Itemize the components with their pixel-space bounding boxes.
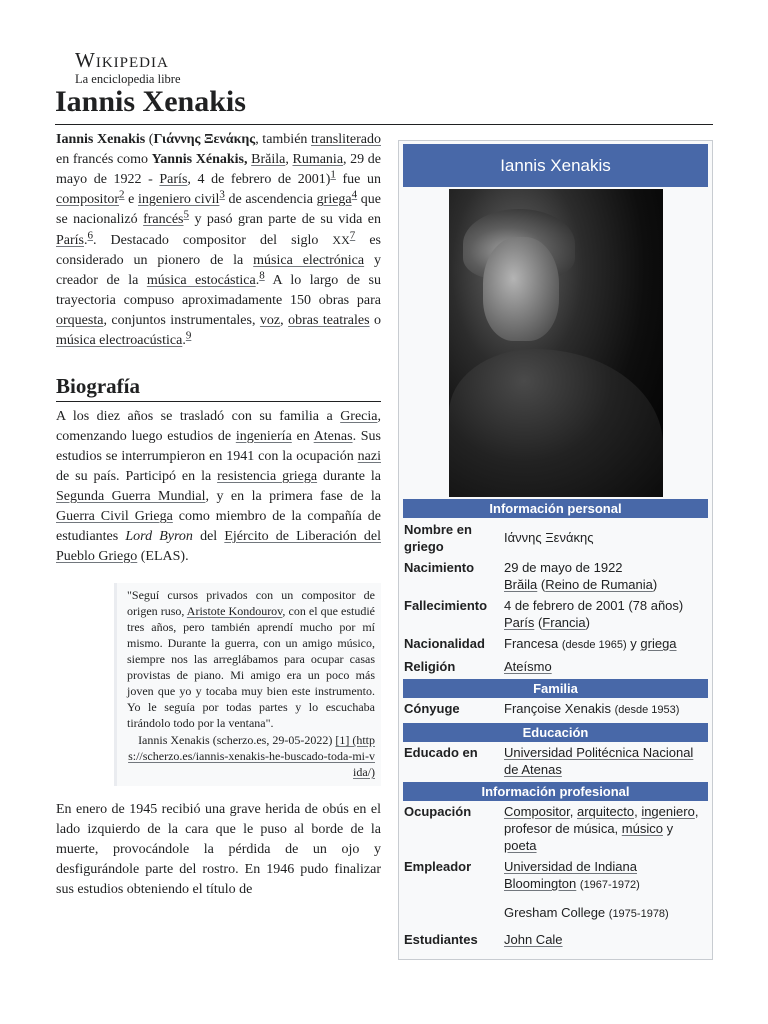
page-title: Iannis Xenakis: [55, 85, 246, 118]
link-paris-infobox[interactable]: París: [504, 615, 535, 630]
link-ingeniero-civil[interactable]: ingeniero civil: [138, 192, 220, 207]
infobox-row-students: Estudiantes John Cale: [404, 932, 563, 947]
link-braila-infobox[interactable]: Brăila: [504, 577, 538, 592]
infobox-section-profesional: Información profesional: [403, 782, 708, 801]
link-occ-arquitecto[interactable]: arquitecto: [576, 804, 635, 819]
link-paris[interactable]: París: [159, 172, 188, 187]
link-ingenieria[interactable]: ingeniería: [235, 429, 292, 444]
ref-3[interactable]: 3: [219, 188, 225, 201]
ref-2[interactable]: 2: [119, 188, 125, 201]
link-reino-rumania[interactable]: Reino de Rumania: [545, 577, 653, 592]
century-numeral: XX: [332, 233, 350, 247]
section-heading-biografia: Biografía: [56, 373, 381, 402]
link-griega[interactable]: griega: [316, 192, 352, 207]
infobox: [398, 140, 713, 960]
photo-face-shape: [483, 237, 559, 341]
link-rumania[interactable]: Rumania: [292, 152, 344, 167]
link-orquesta[interactable]: orquesta: [56, 313, 104, 328]
portrait-photo[interactable]: [449, 189, 663, 497]
logo-tagline: La enciclopedia libre: [75, 72, 181, 86]
ref-4[interactable]: 4: [351, 188, 358, 201]
link-elas[interactable]: Ejército de Liberación del Pueblo Griego: [56, 529, 381, 564]
link-obras-teatrales[interactable]: obras teatrales: [288, 313, 370, 328]
link-indiana-university[interactable]: Universidad de Indiana Bloomington: [504, 859, 637, 891]
infobox-row-education: Educado en Universidad Politécnica Nacional de Atenas: [404, 745, 694, 777]
infobox-row-spouse: Cónyuge Françoise Xenakis (desde 1953): [404, 701, 680, 716]
link-occ-musico[interactable]: músico: [621, 821, 663, 836]
link-atenas[interactable]: Atenas: [313, 429, 353, 444]
infobox-row-religion: Religión Ateísmo: [404, 659, 552, 674]
link-kondourov[interactable]: Aristote Kondourov: [186, 604, 283, 618]
link-resistencia-griega[interactable]: resistencia griega: [217, 469, 318, 484]
ref-7[interactable]: 7: [349, 229, 356, 242]
link-occ-ingeniero[interactable]: ingeniero: [641, 804, 695, 819]
link-musica-electroacustica[interactable]: música electroacústica: [56, 333, 183, 348]
link-guerra-civil-griega[interactable]: Guerra Civil Griega: [56, 509, 173, 524]
link-quote-reference[interactable]: [1] (https://scherzo.es/iannis-xenakis-he-buscado-toda-mi-vida/): [128, 733, 375, 779]
logo-wordmark: Wikipedia: [75, 48, 169, 72]
link-braila[interactable]: Brăila: [251, 152, 286, 167]
infobox-row-greek-name: Nombre en griego Ιάννης Ξενάκης: [404, 522, 594, 554]
article-body: [56, 130, 381, 900]
link-compositor[interactable]: compositor: [56, 192, 119, 207]
link-universidad-politecnica[interactable]: Universidad Politécnica Nacional de Atenas: [504, 745, 694, 777]
link-john-cale[interactable]: John Cale: [504, 932, 563, 947]
intro-paragraph: Iannis Xenakis (Γιάννης Ξενάκης, también transliterado en francés como Yannis Xénakis, Brăila, Rumania, 29 de mayo de 1922 - París, 4 de febrero de 2001)$^1$ fue un compositor$^2$ e ingeniero civil$^3$ de ascendencia griega$^4$ que se nacionalizó francés$^5$ y pasó gran parte de su vida en París.$^6$. Destacado compositor del siglo $XX^7$ es considerado un pionero de la música electrónica y creador de la música estocástica.$^8$ A lo largo de su trayectoria compuso aproximadamente 150 obras para orquesta, conjuntos instrumentales, voz, obras teatrales o música electroacústica.$^9$: [56, 132, 382, 348]
link-paris-2[interactable]: París: [56, 233, 84, 248]
ref-1[interactable]: 1: [330, 168, 336, 181]
infobox-section-personal: Información personal: [403, 499, 708, 518]
intro-name: Iannis Xenakis: [56, 132, 146, 147]
infobox-section-familia: Familia: [403, 679, 708, 698]
link-ateismo[interactable]: Ateísmo: [504, 659, 552, 674]
wikipedia-logo[interactable]: [75, 50, 181, 86]
ref-8[interactable]: 8: [259, 269, 265, 282]
lord-byron-text: Lord Byron: [125, 529, 193, 544]
link-nazi[interactable]: nazi: [357, 449, 381, 464]
infobox-row-occupation: Ocupación Compositor, arquitecto, ingeniero, profesor de música, músico y poeta: [404, 804, 699, 853]
quote-source: Iannis Xenakis (scherzo.es, 29-05-2022) [1] (https://scherzo.es/iannis-xenakis-he-buscado-toda-mi-vida/): [128, 733, 375, 779]
link-musica-estocastica[interactable]: música estocástica: [146, 273, 256, 288]
infobox-section-educacion: Educación: [403, 723, 708, 742]
infobox-row-employer: Empleador Universidad de Indiana Bloomington (1967-1972) Gresham College (1975-1978): [404, 859, 669, 920]
link-occ-compositor[interactable]: Compositor: [504, 804, 570, 819]
photo-body-shape: [449, 349, 663, 497]
title-divider: [55, 124, 713, 125]
intro-french-name: Yannis Xénakis,: [151, 152, 248, 167]
ref-9[interactable]: 9: [185, 329, 192, 342]
biografia-paragraph-2: En enero de 1945 recibió una grave herida de obús en el lado izquierdo de la cara que le puso al borde de la muerte, provocándole la pérdida de un ojo y desfigurándole parte del rostro. En 1946 pudo finalizar sus estudios obteniendo el título de: [56, 802, 381, 897]
link-frances[interactable]: francés: [143, 212, 184, 227]
link-transliterado[interactable]: transliterado: [311, 132, 381, 147]
gresham-college: Gresham College: [504, 905, 606, 920]
link-griega-infobox[interactable]: griega: [640, 636, 677, 651]
link-musica-electronica[interactable]: música electrónica: [253, 253, 365, 268]
link-segunda-guerra-mundial[interactable]: Segunda Guerra Mundial: [56, 489, 206, 504]
link-occ-poeta[interactable]: poeta: [504, 838, 537, 853]
biografia-paragraph-1: A los diez años se trasladó con su familia a Grecia, comenzando luego estudios de ingeniería en Atenas. Sus estudios se interrumpieron en 1941 con la ocupación nazi de su país. Participó en la resistencia griega durante la Segunda Guerra Mundial, y en la primera fase de la Guerra Civil Griega como miembro de la compañía de estudiantes Lord Byron del Ejército de Liberación del Pueblo Griego (ELAS).: [56, 409, 382, 564]
ref-5[interactable]: 5: [183, 208, 189, 221]
link-francia[interactable]: Francia: [542, 615, 586, 630]
blockquote: [114, 583, 381, 786]
link-grecia[interactable]: Grecia: [340, 409, 378, 424]
infobox-row-nationality: Nacionalidad Francesa (desde 1965) y griega: [404, 636, 677, 651]
link-voz[interactable]: voz: [259, 313, 281, 328]
infobox-row-death: Fallecimiento 4 de febrero de 2001 (78 años) París (Francia): [404, 598, 684, 630]
intro-greek-name: Γιάννης Ξενάκης: [153, 132, 256, 147]
ref-6[interactable]: 6: [87, 229, 93, 242]
quote-text: "Seguí cursos privados con un compositor de origen ruso, Aristote Kondourov, con el que estudié tres años, pero también aprendí mucho por mí mismo. Durante la guerra, con un amigo músico, siempre nos las arreglábamos para ocupar casas provistas de piano. Mi amigo era un poco más joven que yo y tocaba muy bien este instrumento. Yo le seguía por todas partes y lo escuchaba tirándolo todo por la ventana".: [127, 588, 375, 730]
infobox-title: Iannis Xenakis: [403, 144, 708, 187]
infobox-row-birth: Nacimiento 29 de mayo de 1922 Brăila (Reino de Rumania): [404, 560, 658, 592]
